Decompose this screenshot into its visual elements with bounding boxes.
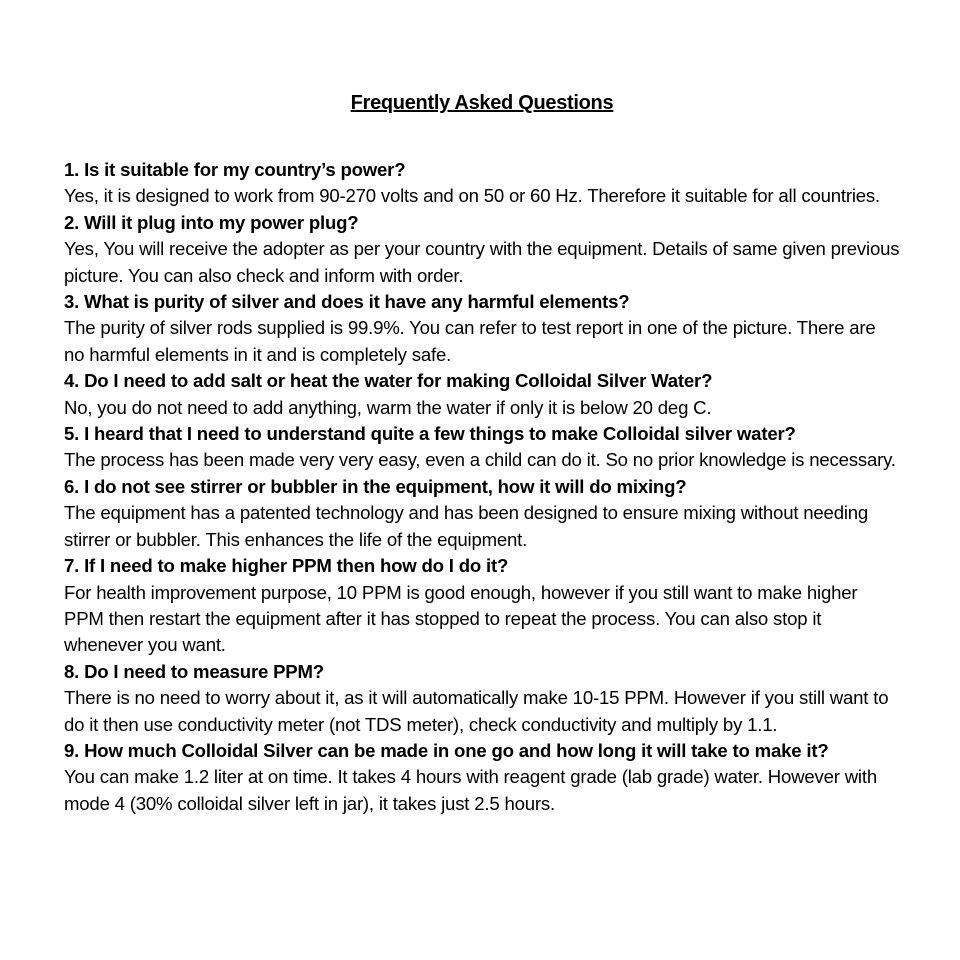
faq-answer-4: No, you do not need to add anything, warm the water if only it is below 20 deg C. — [64, 396, 712, 418]
faq-answer-8: There is no need to worry about it, as it will automatically make 10-15 PPM. However if you still want to do it then use conductivity meter (not TDS meter), check conductivity and multiply by 1.1. — [64, 687, 889, 735]
faq-answer-3: The purity of silver rods supplied is 99.9%. You can refer to test report in one of the picture. There are no harmful elements in it and is completely safe. — [64, 317, 876, 365]
faq-answer-1: Yes, it is designed to work from 90-270 volts and on 50 or 60 Hz. Therefore it suitable for all countries. — [64, 185, 880, 207]
faq-question-3: 3. What is purity of silver and does it have any harmful elements? — [64, 291, 630, 313]
faq-answer-2: Yes, You will receive the adopter as per your country with the equipment. Details of same given previous picture. You can also check and inform with order. — [64, 238, 900, 286]
faq-question-6: 6. I do not see stirrer or bubbler in the equipment, how it will do mixing? — [64, 475, 687, 497]
faq-answer-5: The process has been made very very easy, even a child can do it. So no prior knowledge is necessary. — [64, 449, 896, 471]
faq-answer-7: For health improvement purpose, 10 PPM is good enough, however if you still want to make higher PPM then restart the equipment after it has stopped to repeat the process. You can also stop it whenever you want. — [64, 581, 858, 656]
faq-answer-6: The equipment has a patented technology and has been designed to ensure mixing without needing stirrer or bubbler. This enhances the life of the equipment. — [64, 502, 869, 550]
faq-question-2: 2. Will it plug into my power plug? — [64, 211, 359, 233]
faq-question-4: 4. Do I need to add salt or heat the water for making Colloidal Silver Water? — [64, 370, 713, 392]
faq-answer-9: You can make 1.2 liter at on time. It takes 4 hours with reagent grade (lab grade) water. However with mode 4 (30% colloidal silver left in jar), it takes just 2.5 hours. — [64, 766, 877, 814]
faq-question-5: 5. I heard that I need to understand quite a few things to make Colloidal silver water? — [64, 423, 796, 445]
faq-question-7: 7. If I need to make higher PPM then how do I do it? — [64, 555, 509, 577]
faq-question-1: 1. Is it suitable for my country’s power? — [64, 159, 406, 180]
page-title: Frequently Asked Questions — [350, 92, 614, 114]
faq-question-9: 9. How much Colloidal Silver can be made in one go and how long it will take to make it? — [64, 739, 829, 761]
faq-question-8: 8. Do I need to measure PPM? — [64, 660, 324, 682]
faq-list — [64, 157, 900, 817]
